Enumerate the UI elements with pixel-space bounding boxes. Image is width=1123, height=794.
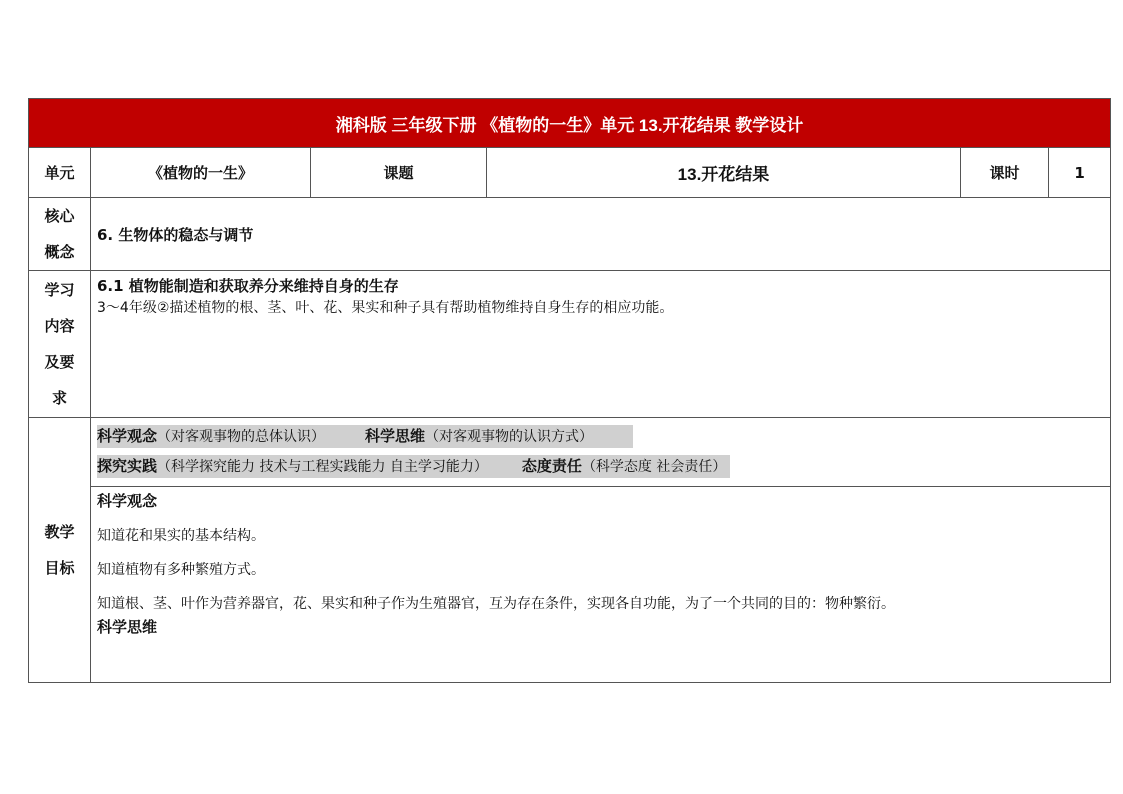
dimension-name: 态度责任 bbox=[521, 457, 582, 475]
lesson-plan-table bbox=[28, 98, 1111, 683]
header-row bbox=[29, 148, 1111, 198]
goals-content-row bbox=[29, 487, 1111, 683]
learning-label-line3: 及要 bbox=[44, 353, 75, 371]
topic-label: 课题 bbox=[311, 148, 487, 198]
period-label: 课时 bbox=[961, 148, 1049, 198]
dimensions-line2 bbox=[97, 455, 730, 478]
topic-value: 13.开花结果 bbox=[487, 148, 961, 198]
core-concept-label-line1: 核心 bbox=[44, 207, 75, 225]
unit-value: 《植物的一生》 bbox=[91, 148, 311, 198]
goals-dimensions-row bbox=[29, 418, 1111, 487]
dimension-desc: （对客观事物的总体认识） bbox=[157, 429, 326, 445]
learning-heading: 6.1 植物能制造和获取养分来维持自身的生存 bbox=[97, 277, 399, 295]
period-value: 1 bbox=[1049, 148, 1111, 198]
learning-label-line2: 内容 bbox=[44, 317, 75, 335]
core-concept-label bbox=[29, 198, 91, 271]
learning-text: 3～4年级②描述植物的根、茎、叶、花、果实和种子具有帮助植物维持自身生存的相应功能。 bbox=[97, 300, 674, 316]
learning-label-line4: 求 bbox=[51, 389, 67, 407]
section-heading-science-thinking: 科学思维 bbox=[97, 618, 158, 636]
learning-label-line1: 学习 bbox=[44, 281, 75, 299]
lesson-plan-sheet bbox=[28, 98, 1110, 683]
dimensions-line1 bbox=[97, 425, 633, 448]
learning-label bbox=[29, 271, 91, 418]
goals-label-line2: 目标 bbox=[44, 559, 75, 577]
goal-item: 知道根、茎、叶作为营养器官，花、果实和种子作为生殖器官，互为存在条件，实现各自功能，为了一个共同的目的：物种繁衍。 bbox=[97, 596, 895, 612]
dimension-name: 探究实践 bbox=[97, 457, 158, 475]
unit-label: 单元 bbox=[29, 148, 91, 198]
dimension-desc: （科学态度 社会责任） bbox=[581, 459, 727, 475]
goals-dimensions bbox=[91, 418, 1111, 487]
core-concept-label-line2: 概念 bbox=[44, 243, 75, 261]
dimension-name: 科学思维 bbox=[365, 427, 426, 445]
learning-content bbox=[91, 271, 1111, 418]
dimension-desc: （对客观事物的认识方式） bbox=[425, 429, 594, 445]
core-concept-row bbox=[29, 198, 1111, 271]
goals-content bbox=[91, 487, 1111, 683]
dimension-name: 科学观念 bbox=[97, 427, 158, 445]
core-concept-content: 6. 生物体的稳态与调节 bbox=[91, 198, 1111, 271]
goals-label-line1: 教学 bbox=[44, 523, 75, 541]
title-row bbox=[29, 99, 1111, 148]
document-title: 湘科版 三年级下册 《植物的一生》单元 13.开花结果 教学设计 bbox=[29, 99, 1111, 148]
goal-item: 知道花和果实的基本结构。 bbox=[97, 528, 265, 544]
learning-row bbox=[29, 271, 1111, 418]
goal-item: 知道植物有多种繁殖方式。 bbox=[97, 562, 265, 578]
goals-label bbox=[29, 418, 91, 683]
dimension-desc: （科学探究能力 技术与工程实践能力 自主学习能力） bbox=[157, 459, 488, 475]
section-heading-science-concept: 科学观念 bbox=[97, 492, 158, 510]
